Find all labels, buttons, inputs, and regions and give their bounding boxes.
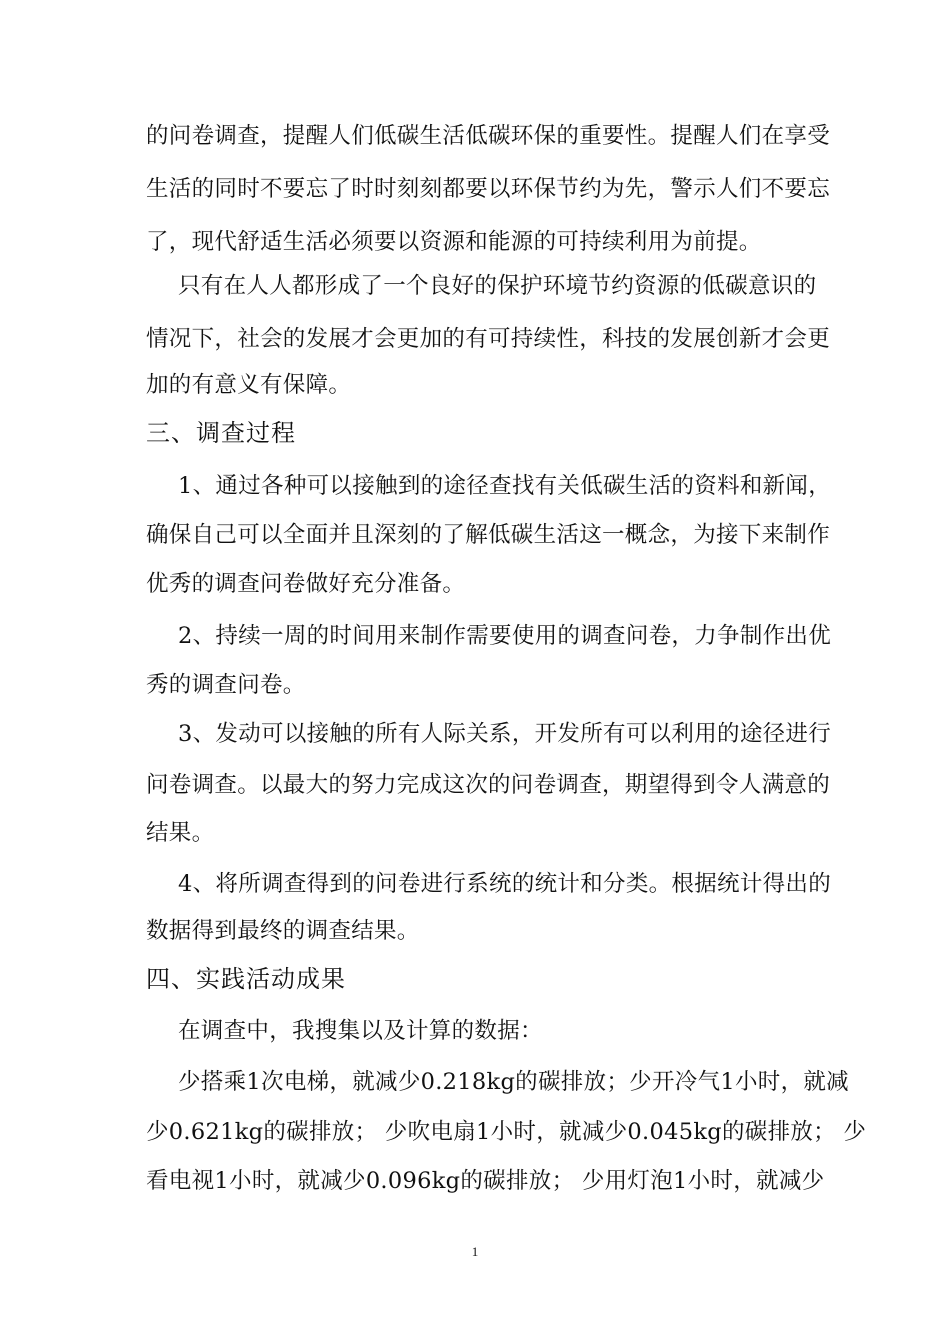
list-item-line: 数据得到最终的调查结果。 — [146, 918, 420, 944]
data-line: 少0.621kg的碳排放； 少吹电扇1小时，就减少0.045kg的碳排放； 少 — [146, 1119, 867, 1145]
data-line: 看电视1小时，就减少0.096kg的碳排放； 少用灯泡1小时，就减少 — [146, 1168, 825, 1194]
paragraph-line: 只有在人人都形成了一个良好的保护环境节约资源的低碳意识的 — [178, 273, 817, 299]
list-item-line: 确保自己可以全面并且深刻的了解低碳生活这一概念，为接下来制作 — [146, 522, 831, 548]
paragraph-line: 的问卷调查，提醒人们低碳生活低碳环保的重要性。提醒人们在享受 — [146, 123, 831, 149]
paragraph-line: 加的有意义有保障。 — [146, 372, 352, 398]
section-heading-4: 四、实践活动成果 — [146, 965, 346, 993]
paragraph-line: 在调查中，我搜集以及计算的数据： — [178, 1018, 543, 1044]
paragraph-line: 生活的同时不要忘了时时刻刻都要以环保节约为先，警示人们不要忘 — [146, 176, 831, 202]
list-item-line: 优秀的调查问卷做好充分准备。 — [146, 571, 466, 597]
list-item-line: 4、将所调查得到的问卷进行系统的统计和分类。根据统计得出的 — [178, 871, 832, 897]
page-number: 1 — [471, 1244, 479, 1259]
paragraph-line: 情况下，社会的发展才会更加的有可持续性，科技的发展创新才会更 — [146, 326, 831, 352]
list-item-line: 秀的调查问卷。 — [146, 672, 306, 698]
list-item-line: 2、持续一周的时间用来制作需要使用的调查问卷，力争制作出优 — [178, 623, 832, 649]
list-item-line: 1、通过各种可以接触到的途径查找有关低碳生活的资料和新闻， — [178, 473, 832, 499]
list-item-line: 问卷调查。以最大的努力完成这次的问卷调查，期望得到令人满意的 — [146, 772, 831, 798]
list-item-line: 3、发动可以接触的所有人际关系，开发所有可以利用的途径进行 — [178, 721, 832, 747]
data-line: 少搭乘1次电梯，就减少0.218kg的碳排放；少开冷气1小时，就减 — [178, 1069, 849, 1095]
list-item-line: 结果。 — [146, 820, 215, 846]
section-heading-3: 三、调查过程 — [146, 419, 296, 447]
paragraph-line: 了，现代舒适生活必须要以资源和能源的可持续利用为前提。 — [146, 229, 762, 255]
